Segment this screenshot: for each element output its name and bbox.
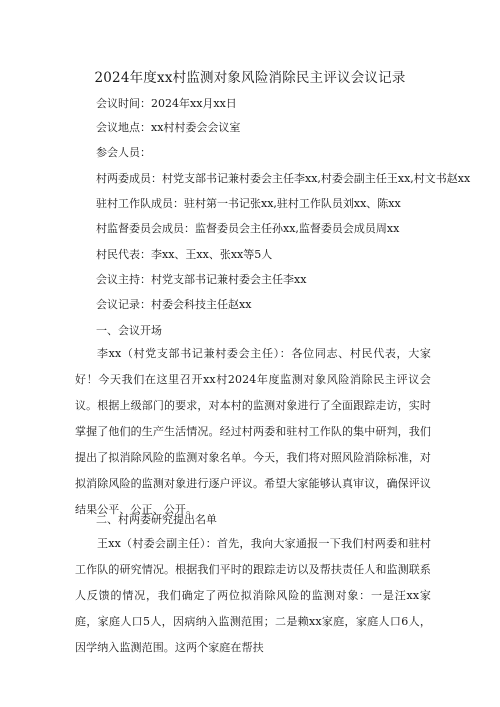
supervision-committee-members: 村监督委员会成员：监督委员会主任孙xx,监督委员会成员周xx — [96, 222, 400, 235]
village-committee-members: 村两委成员：村党支部书记兼村委会主任李xx,村委会副主任王xx,村文书赵xx — [96, 172, 471, 185]
section-body-opening: 李xx（村党支部书记兼村委会主任）：各位同志、村民代表，大家好！今天我们在这里召开xx村2024年度监测对象风险消除民主评议会议。根据上级部门的要求，对本村的监测对象进行了全面跟踪走访，实时掌握了他们的生产生活情况。经过村两委和驻村工作队的集中研判，我们提出了拟消除风险的监测对象名单。今天，我们将对照风险消除标准，对拟消除风险的监测对象进行逐户评议。希望大家能够认真审议，确保评议结果公平、公正、公开。 — [75, 347, 431, 516]
work-team-members: 驻村工作队成员：驻村第一书记张xx,驻村工作队员刘xx、陈xx — [96, 197, 401, 210]
attendees-label: 参会人员： — [96, 146, 151, 159]
section-heading-opening: 一、会议开场 — [96, 324, 162, 337]
document-title: 2024年度xx村监测对象风险消除民主评议会议记录 — [94, 70, 406, 86]
section-body-list: 王xx（村委会副主任）：首先，我向大家通报一下我们村两委和驻村工作队的研究情况。根据我们平时的跟踪走访以及帮扶责任人和监测联系人反馈的情况，我们确定了两位拟消除风险的监测对象：一是汪xx家庭，家庭人口5人，因病纳入监测范围；二是赖xx家庭，家庭人口6人，因学纳入监测范围。这两个家庭在帮扶 — [75, 537, 431, 654]
meeting-host: 会议主持：村党支部书记兼村委会主任李xx — [96, 273, 307, 286]
meeting-recorder: 会议记录：村委会科技主任赵xx — [96, 298, 252, 311]
villager-representatives: 村民代表：李xx、王xx、张xx等5人 — [96, 248, 273, 261]
section-heading-list: 二、村两委研究提出名单 — [96, 513, 217, 526]
meeting-time: 会议时间：2024年xx月xx日 — [96, 97, 237, 110]
meeting-place: 会议地点：xx村村委会会议室 — [96, 121, 241, 134]
